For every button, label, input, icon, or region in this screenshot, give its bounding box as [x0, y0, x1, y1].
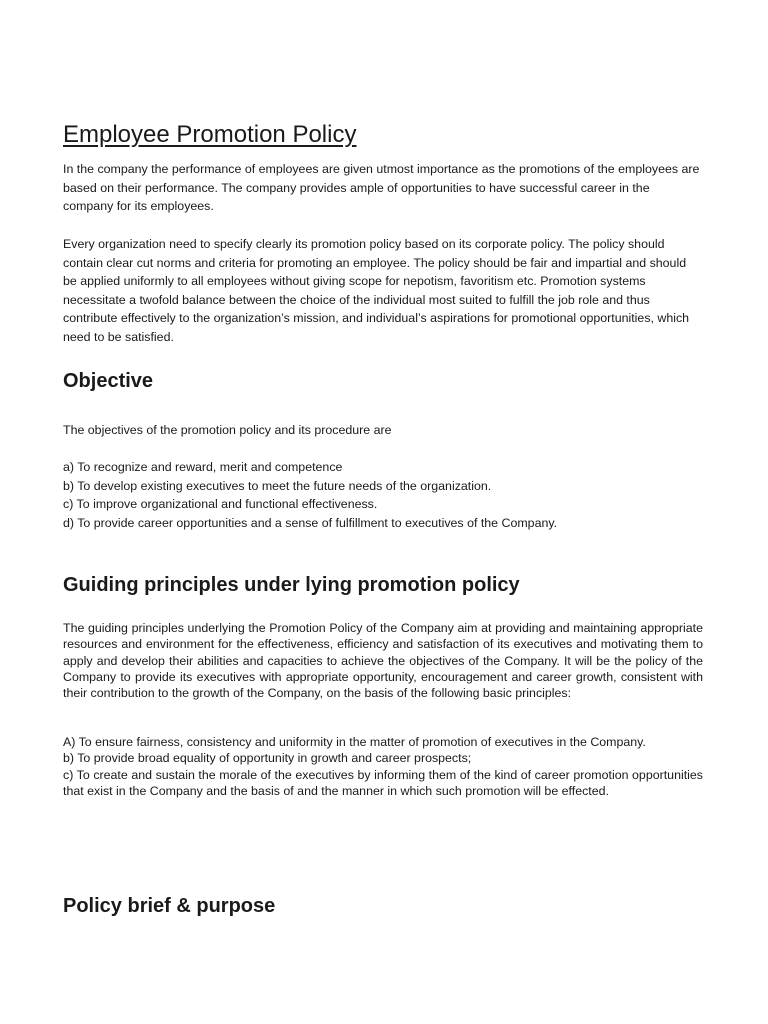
objective-item-b: b) To develop existing executives to meet the future needs of the organization. [63, 478, 492, 493]
guiding-principles-list [63, 734, 703, 799]
objective-heading: Objective [63, 370, 154, 392]
principle-item-b: b) To provide broad equality of opportunity in growth and career prospects; [63, 751, 472, 766]
document-page [63, 0, 705, 1024]
principle-item-a: A) To ensure fairness, consistency and uniformity in the matter of promotion of executives in the Company. [63, 735, 646, 749]
policy-brief-heading: Policy brief & purpose [63, 895, 276, 917]
objective-intro: The objectives of the promotion policy and its procedure are [63, 423, 392, 437]
principle-item-c: c) To create and sustain the morale of the executives by informing them of the kind of career promotion opportunities that exist in the Company and the basis of and the manner in which such promotion will be effected. [63, 767, 703, 798]
objective-item-d: d) To provide career opportunities and a sense of fulfillment to executives of the Company. [63, 515, 558, 530]
objective-item-a: a) To recognize and reward, merit and competence [63, 460, 343, 474]
intro-paragraph-2: Every organization need to specify clearly its promotion policy based on its corporate policy. The policy should contain clear cut norms and criteria for promoting an employee. The policy should be fair and impartial and should be applied uniformly to all employees without giving scope for nepotism, favoritism etc. Promotion systems necessitate a twofold balance between the choice of the individual most suited to fulfill the job role and thus contribute effectively to the organization’s mission, and individual’s aspirations for promotional opportunities, which need to be satisfied. [63, 237, 690, 344]
intro-paragraph-1: In the company the performance of employees are given utmost importance as the promotions of the employees are based on their performance. The company provides ample of opportunities to have successful career in the company for its employees. [63, 162, 700, 214]
guiding-principles-intro: The guiding principles underlying the Promotion Policy of the Company aim at providing and maintaining appropriate resources and environment for the effectiveness, efficiency and satisfaction of its executives and motivating them to apply and develop their abilities and capacities to achieve the objectives of the Company. It will be the policy of the Company to provide its executives with appropriate opportunity, encouragement and career growth, consistent with their contribution to the growth of the Company, on the basis of the following basic principles: [63, 621, 703, 701]
objective-item-c: c) To improve organizational and functional effectiveness. [63, 497, 378, 512]
guiding-principles-heading: Guiding principles under lying promotion policy [63, 574, 520, 596]
document-title: Employee Promotion Policy [63, 121, 357, 148]
objective-list [63, 458, 703, 532]
